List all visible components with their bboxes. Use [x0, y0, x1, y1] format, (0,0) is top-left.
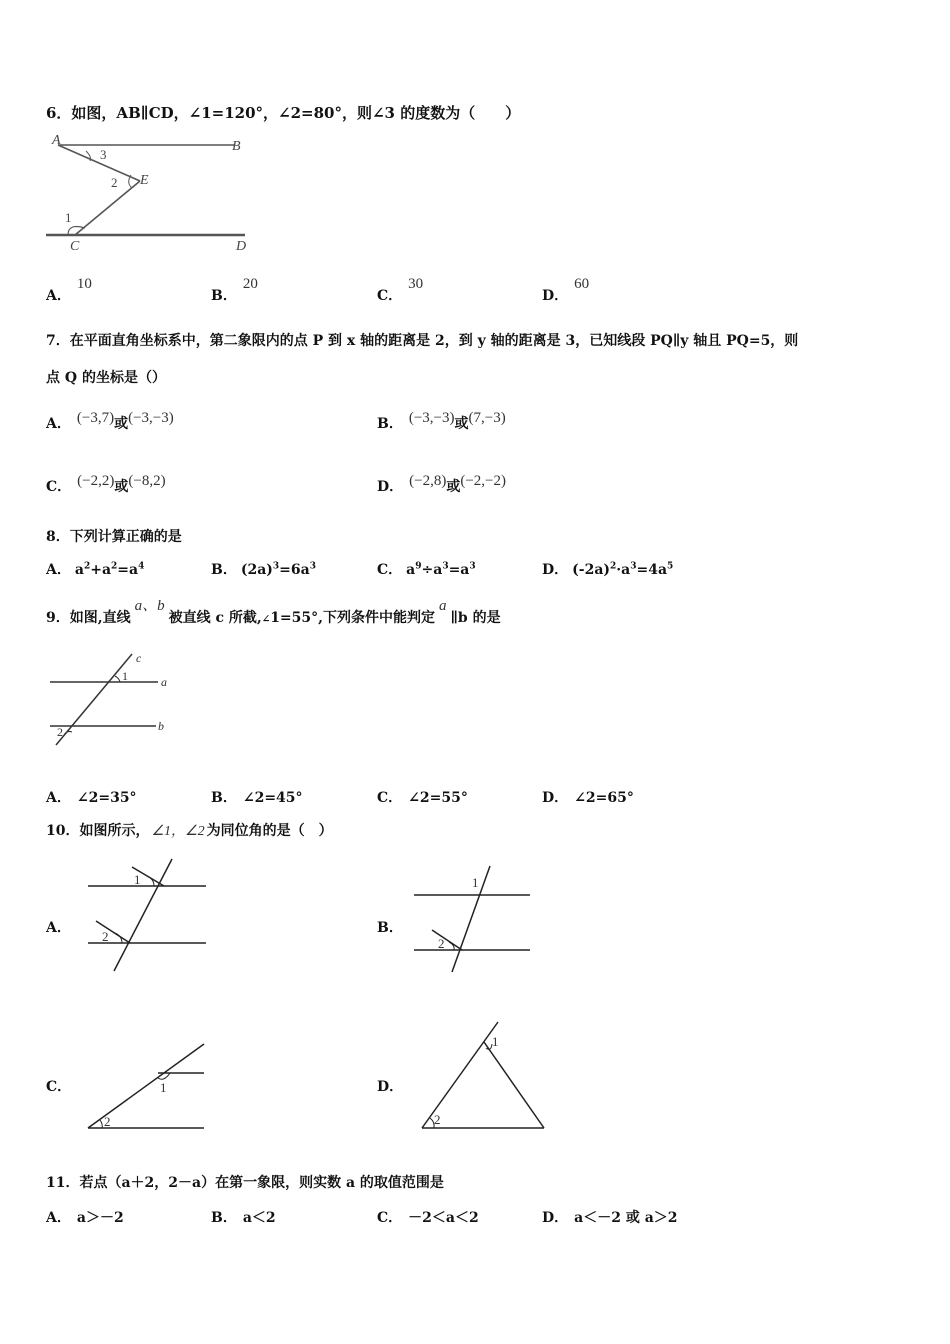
- label-D: D: [236, 239, 247, 254]
- label-E: E: [140, 173, 149, 188]
- label-c: c: [136, 651, 142, 665]
- line-ec: [75, 181, 140, 235]
- q10-stem: 10．如图所示， ∠1，∠2 为同位角的是（ ）: [46, 823, 333, 839]
- label-angle-1: 1: [472, 875, 479, 890]
- q10-option-d[interactable]: D．: [377, 1079, 404, 1095]
- q9-option-d[interactable]: D． ∠2=65°: [542, 790, 634, 806]
- q6-option-d[interactable]: D．60: [542, 276, 590, 304]
- q7-option-b[interactable]: B． (−3,−3)或(7,−3): [377, 410, 506, 432]
- q7-stem-line2: 点 Q 的坐标是（）: [46, 370, 166, 386]
- label-angle-1: 1: [134, 872, 141, 887]
- label-angle-2: 2: [102, 929, 109, 944]
- label-angle-1: 1: [122, 669, 128, 683]
- q7-option-c[interactable]: C． (−2,2)或(−8,2): [46, 473, 166, 495]
- q11-option-a[interactable]: A． a＞－2: [46, 1210, 124, 1226]
- label-B: B: [232, 139, 241, 154]
- line-ae: [58, 145, 140, 181]
- q9-option-b[interactable]: B． ∠2=45°: [211, 790, 303, 806]
- label-C: C: [70, 239, 80, 254]
- label-angle-2: 2: [104, 1114, 111, 1129]
- q7-option-d[interactable]: D． (−2,8)或(−2,−2): [377, 473, 507, 495]
- q9-option-a[interactable]: A． ∠2=35°: [46, 790, 137, 806]
- label-angle-1: 1: [65, 210, 72, 225]
- q10-figure-c: [84, 1038, 214, 1134]
- q10-figure-b: [408, 862, 538, 978]
- q11-option-b[interactable]: B． a＜2: [211, 1210, 276, 1226]
- q6-option-c[interactable]: C．30: [377, 276, 424, 304]
- label-angle-2: 2: [434, 1112, 441, 1127]
- q10-option-c[interactable]: C．: [46, 1079, 72, 1095]
- q10-option-b[interactable]: B．: [377, 920, 403, 936]
- q10-figure-a: [84, 855, 214, 977]
- q10-figure-d: [414, 1018, 554, 1134]
- label-angle-2: 2: [57, 725, 63, 739]
- q10-option-a[interactable]: A．: [46, 920, 71, 936]
- q6-figure: [40, 128, 260, 256]
- q6-stem: 6．如图，AB∥CD，∠1=120°，∠2=80°，则∠3 的度数为（ ）: [46, 104, 521, 122]
- q11-option-d[interactable]: D． a＜－2 或 a＞2: [542, 1210, 678, 1226]
- q6-option-a[interactable]: A．10: [46, 276, 92, 304]
- label-b: b: [158, 719, 164, 733]
- q8-option-a[interactable]: A． $a^2+a^2=a^4$: [46, 561, 145, 578]
- q11-option-c[interactable]: C． －2＜a＜2: [377, 1210, 479, 1226]
- q6-option-b[interactable]: B．20: [211, 276, 258, 304]
- q8-stem: 8．下列计算正确的是: [46, 529, 182, 545]
- q8-option-d[interactable]: D． $(-2a)^2\cdot a^3=4a^5$: [542, 561, 674, 578]
- q11-stem: 11．若点（a＋2，2－a）在第一象限，则实数 a 的取值范围是: [46, 1175, 444, 1191]
- label-a: a: [161, 675, 167, 689]
- q9-stem: 9．如图,直线a、b被直线 c 所截,∠1=55°,下列条件中能判定a∥b 的是: [46, 598, 501, 626]
- q9-figure: [44, 648, 184, 748]
- label-angle-2: 2: [111, 175, 118, 190]
- q8-option-c[interactable]: C． $a^9\div a^3=a^3$: [377, 561, 476, 578]
- q7-option-a[interactable]: A． (−3,7)或(−3,−3): [46, 410, 174, 432]
- label-angle-1: 1: [492, 1034, 499, 1049]
- label-A: A: [52, 133, 61, 148]
- q9-option-c[interactable]: C． ∠2=55°: [377, 790, 468, 806]
- label-angle-3: 3: [100, 147, 107, 162]
- angle-1-arc: [115, 676, 120, 682]
- label-angle-1: 1: [160, 1080, 167, 1095]
- q7-stem-line1: 7．在平面直角坐标系中，第二象限内的点 P 到 x 轴的距离是 2，到 y 轴的距离是 3，已知线段 PQ∥y 轴且 PQ=5，则: [46, 333, 799, 349]
- q8-option-b[interactable]: B． $(2a)^3=6a^3$: [211, 561, 316, 578]
- label-angle-2: 2: [438, 936, 445, 951]
